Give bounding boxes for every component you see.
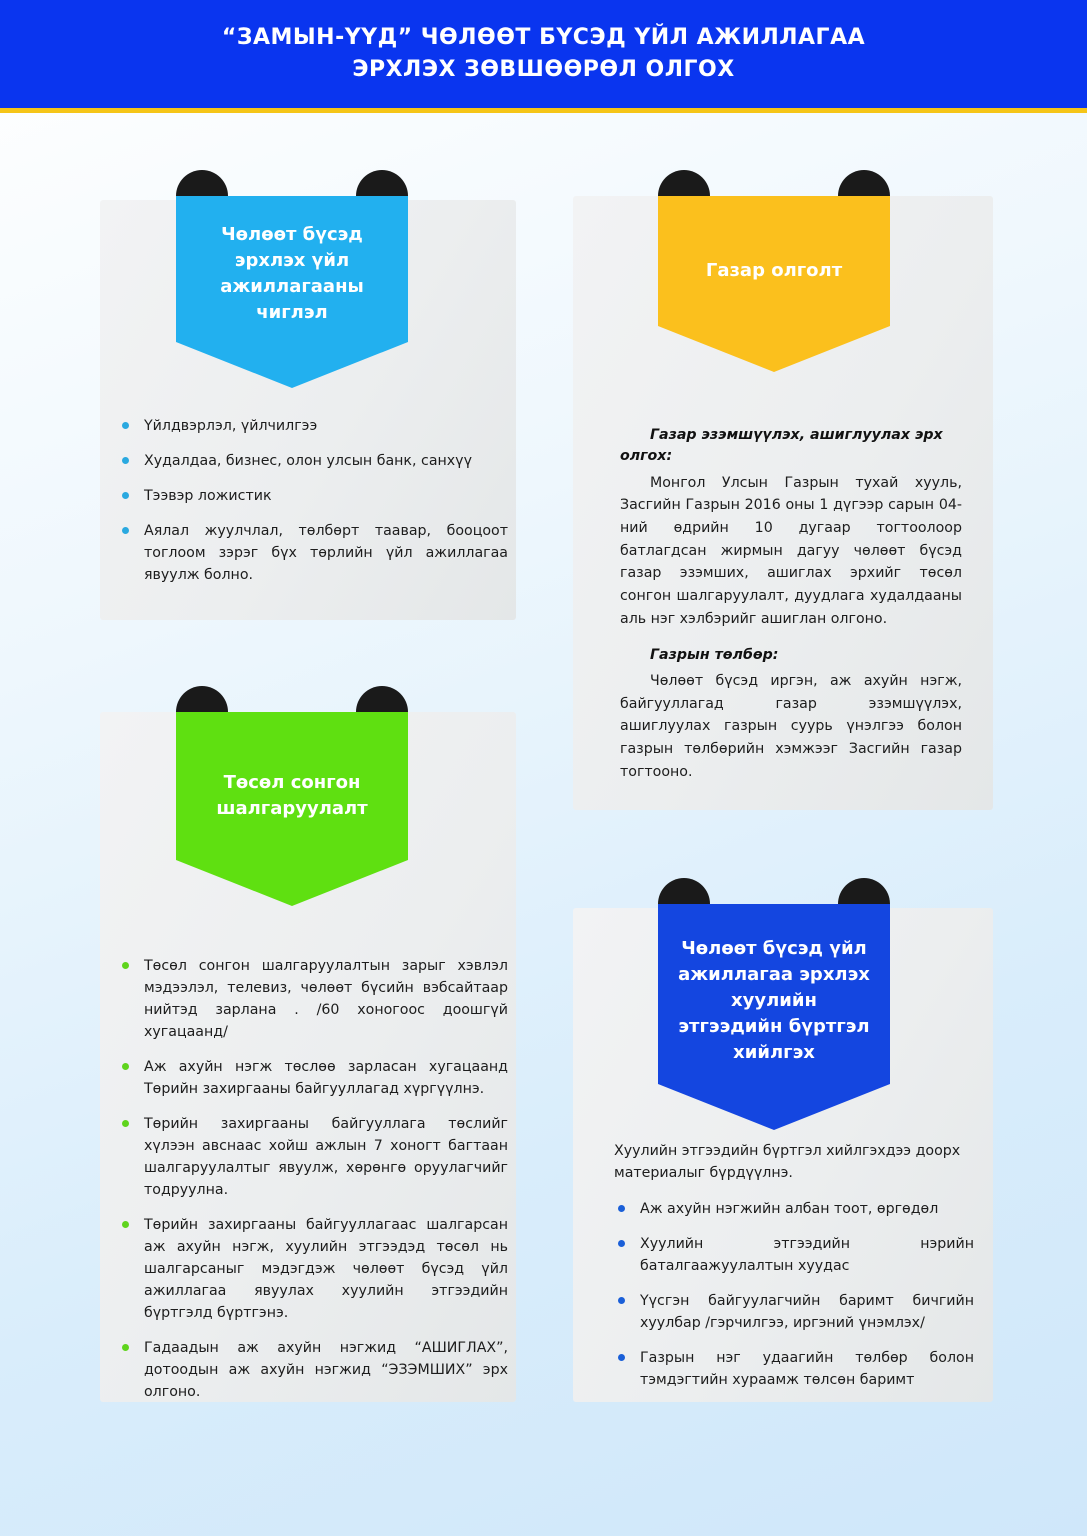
list-item: Төрийн захиргааны байгууллага төслийг хүлээн авснаас хойш ажлын 7 хоногт багтаан шалгаруулалтыг явуулж, хөрөнгө оруулагчийг тодруулна. <box>118 1113 508 1201</box>
ribbon-tab-left <box>658 170 710 196</box>
ribbon-title-direction: Чөлөөт бүсэд эрхлэх үйл ажиллагааны чиглэл <box>220 224 364 324</box>
header-title-line-2: ЭРХЛЭХ ЗӨВШӨӨРӨЛ ОЛГОХ <box>352 57 735 82</box>
selection-list <box>118 955 508 1403</box>
ribbon-tabs <box>176 686 408 712</box>
list-item: Аж ахуйн нэгж төслөө зарласан хугацаанд Төрийн захиргааны байгууллагад хүргүүлнэ. <box>118 1056 508 1100</box>
ribbon-tabs <box>176 170 408 196</box>
ribbon-tab-right <box>838 878 890 904</box>
ribbon-point <box>658 1084 890 1130</box>
ribbon-tabs <box>658 878 890 904</box>
list-item: Худалдаа, бизнес, олон улсын банк, санхүү <box>118 450 508 472</box>
registration-text-container <box>614 1140 974 1404</box>
registration-list <box>614 1198 974 1391</box>
ribbon-point <box>176 860 408 906</box>
list-item: Үүсгэн байгуулагчийн баримт бичгийн хуулбар /гэрчилгээ, иргэний үнэмлэх/ <box>614 1290 974 1334</box>
page-header <box>0 0 1087 113</box>
direction-list <box>118 415 508 586</box>
ribbon-body <box>176 196 408 342</box>
land-text-container <box>620 425 962 796</box>
list-item: Төрийн захиргааны байгууллагаас шалгарсан аж ахуйн нэгж, хуулийн этгээдэд төсөл нь шалгарсаныг мэдэгдэж чөлөөт бүсэд үйл ажиллагаа явуулах хуулийн этгээдийн бүртгэлд бүртгэнэ. <box>118 1214 508 1324</box>
direction-list-container <box>118 415 508 599</box>
ribbon-body <box>176 712 408 860</box>
ribbon-title-land: Газар олголт <box>705 260 843 281</box>
list-item: Хуулийн этгээдийн нэрийн баталгаажуулалтын хуудас <box>614 1233 974 1277</box>
list-item: Гадаадын аж ахуйн нэгжид “АШИГЛАХ”, дотоодын аж ахуйн нэгжид “ЭЗЭМШИХ” эрх олгоно. <box>118 1337 508 1403</box>
registration-intro: Хуулийн этгээдийн бүртгэл хийлгэхдээ доорх материалыг бүрдүүлнэ. <box>614 1143 961 1181</box>
land-paragraph-1: Монгол Улсын Газрын тухай хууль, Засгийн Газрын 2016 оны 1 дүгээр сарын 04-ний өдрийн 10 дугаар тогтоолоор батлагдсан жирмын дагуу чөлөөт бүсэд газар эзэмших, ашиглах эрхийг төсөл сонгон шалгаруулалт, дуудлага худалдааны аль нэг хэлбэрийг ашиглан олгоно. <box>620 474 962 627</box>
ribbon-land <box>658 170 890 326</box>
header-title-line-1: “ЗАМЫН-ҮҮД” ЧӨЛӨӨТ БҮСЭД ҮЙЛ АЖИЛЛАГАА <box>221 25 866 51</box>
list-item: Газрын нэг удаагийн төлбөр болон тэмдэгтийн хураамж төлсөн баримт <box>614 1347 974 1391</box>
list-item: Төсөл сонгон шалгаруулалтын зарыг хэвлэл мэдээлэл, телевиз, чөлөөт бүсийн вэбсайтаар нийтэд зарлана . /60 хоногоос доошгүй хугацаанд/ <box>118 955 508 1043</box>
ribbon-tab-right <box>356 686 408 712</box>
ribbon-body <box>658 904 890 1084</box>
land-subhead-1: Газар эзэмшүүлэх, ашиглуулах эрх олгох: <box>620 427 943 465</box>
ribbon-tabs <box>658 170 890 196</box>
ribbon-tab-right <box>838 170 890 196</box>
land-paragraph-2: Чөлөөт бүсэд иргэн, аж ахуйн нэгж, байгууллагад газар эзэмшүүлэх, ашиглуулах газрын суурь үнэлгээ болон газрын төлбөрийн хэмжээг Засгийн газар тогтооно. <box>620 672 962 780</box>
list-item: Аялал жуулчлал, төлбөрт таавар, бооцоот тоглоом зэрэг бүх төрлийн үйл ажиллагаа явуулж болно. <box>118 520 508 586</box>
ribbon-tab-left <box>176 686 228 712</box>
ribbon-tab-left <box>176 170 228 196</box>
ribbon-body <box>658 196 890 326</box>
list-item: Тээвэр ложистик <box>118 485 508 507</box>
ribbon-title-registration: Чөлөөт бүсэд үйл ажиллагаа эрхлэх хуулийн этгээдийн бүртгэл хийлгэх <box>678 938 870 1064</box>
ribbon-point <box>176 342 408 388</box>
ribbon-tab-right <box>356 170 408 196</box>
list-item: Үйлдвэрлэл, үйлчилгээ <box>118 415 508 437</box>
ribbon-point <box>658 326 890 372</box>
selection-list-container <box>118 955 508 1416</box>
ribbon-direction <box>176 170 408 342</box>
land-subhead-2: Газрын төлбөр: <box>650 646 779 663</box>
ribbon-title-selection: Төсөл сонгон шалгаруулалт <box>216 772 368 820</box>
list-item: Аж ахуйн нэгжийн албан тоот, өргөдөл <box>614 1198 974 1220</box>
ribbon-tab-left <box>658 878 710 904</box>
ribbon-selection <box>176 686 408 860</box>
ribbon-registration <box>658 878 890 1084</box>
